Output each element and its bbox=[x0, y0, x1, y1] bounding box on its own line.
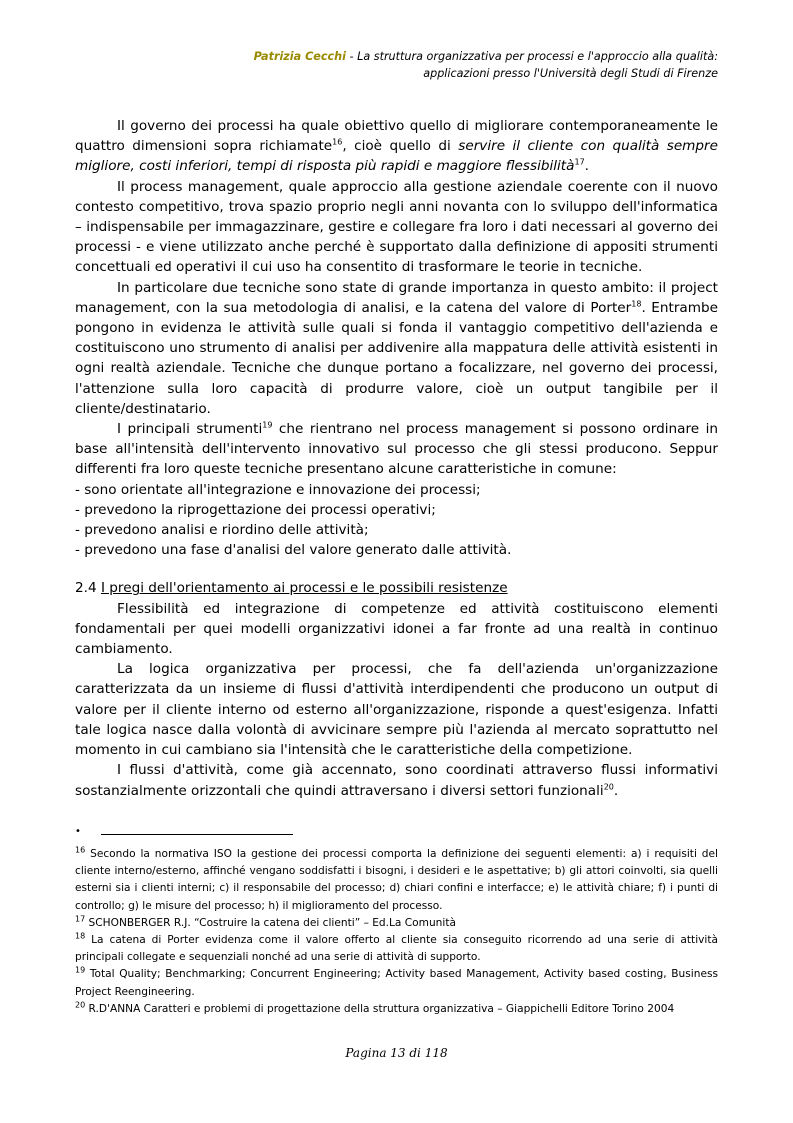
p7-text-a: I flussi d'attività, come già accennato, sono coordinati attraverso flussi informativi sostanzialmente orizzontali che quindi attraversano i diversi settori funzionali bbox=[75, 762, 718, 799]
list-item: - prevedono analisi e riordino delle attività; bbox=[75, 522, 369, 539]
header-line-1 bbox=[78, 48, 718, 65]
paragraph-4 bbox=[75, 419, 718, 480]
bullet-marker: • bbox=[75, 826, 81, 837]
paragraph-1 bbox=[75, 116, 718, 177]
list-item: - prevedono la riprogettazione dei processi operativi; bbox=[75, 501, 436, 518]
p3-text-b: . Entrambe pongono in evidenza le attività sulle quali si fonda il vantaggio competitivo dell'azienda e costituiscono uno strumento di analisi per addivenire alla mappatura delle attività esistenti in ogni realtà aziendale. Tecniche che dunque portano a focalizzare, nel governo dei processi, l'attenzione sulla loro capacità di produrre valore, cioè un output tangibile per il cliente/destinatario. bbox=[75, 299, 718, 417]
paragraph-2: Il process management, quale approccio alla gestione aziendale coerente con il nuovo contesto competitivo, trova spazio proprio negli anni novanta con lo sviluppo dell'informatica – indispensabile per immagazzinare, gestire e collegare fra loro i dati necessari al governo dei processi - e viene utilizzato anche perché è supportato dalla definizione di appositi strumenti concettuali ed operativi il cui uso ha consentito di trasformare le teorie in tecniche. bbox=[75, 178, 718, 276]
paragraph-5: Flessibilità ed integrazione di competenze ed attività costituiscono elementi fondamentali per quei modelli organizzativi idonei a far fronte ad una realtà in continuo cambiamento. bbox=[75, 600, 718, 658]
paragraph-7 bbox=[75, 760, 718, 800]
footnote-number: 20 bbox=[75, 1000, 86, 1010]
list-item: - sono orientate all'integrazione e innovazione dei processi; bbox=[75, 481, 481, 498]
footnote-ref-16: 16 bbox=[332, 137, 343, 147]
footnote-ref-19: 19 bbox=[262, 420, 273, 430]
footnote bbox=[75, 966, 718, 1000]
footnote bbox=[75, 915, 718, 932]
p4-text-a: I principali strumenti bbox=[117, 421, 263, 438]
footnote-number: 19 bbox=[75, 965, 86, 975]
p4-text-b: che rientrano nel process management si possono ordinare in base all'intensità dell'intervento innovativo sul processo che gli stessi producono. Seppur differenti fra loro queste tecniche presentano alcune caratteristiche in comune: bbox=[75, 421, 718, 478]
footnote bbox=[75, 1001, 718, 1018]
header-title-1: - La struttura organizzativa per processi e l'approccio alla qualità: bbox=[345, 50, 718, 63]
header-author: Patrizia Cecchi bbox=[253, 50, 346, 63]
section-number: 2.4 bbox=[75, 580, 101, 597]
footnote-number: 17 bbox=[75, 914, 86, 924]
footnote-text: La catena di Porter evidenza come il valore offerto al cliente sia conseguito ricorrendo ad una serie di attività principali collegate e sequenziali nonché ad una serie di attività di supporto. bbox=[75, 934, 718, 964]
p1-italic: servire il cliente con qualità sempre migliore, costi inferiori, tempi di risposta più rapidi e maggiore flessibilità bbox=[75, 138, 719, 175]
footnote-text: SCHONBERGER R.J. “Costruire la catena dei clienti” – Ed.La Comunità bbox=[85, 916, 456, 929]
footnote-text: Secondo la normativa ISO la gestione dei processi comporta la definizione dei seguenti elementi: a) i requisiti del cliente interno/esterno, affinché vengano soddisfatti i bisogni, i desideri e le aspettative; b) gli attori coinvolti, sia quelli esterni sia i clienti interni; c) il responsabile del processo; d) chiari confini e interfacce; e) le attività chiare; f) i punti di controllo; g) le misure del processo; h) il miglioramento del processo. bbox=[75, 848, 718, 912]
footnote-ref-20: 20 bbox=[603, 781, 614, 791]
paragraph-3 bbox=[75, 278, 718, 419]
footnote-text: R.D'ANNA Caratteri e problemi di progettazione della struttura organizzativa – Giappichelli Editore Torino 2004 bbox=[85, 1002, 675, 1015]
footnote bbox=[75, 932, 718, 966]
footnote-text: Total Quality; Benchmarking; Concurrent Engineering; Activity based Management, Activity based costing, Business Project Reengineering. bbox=[75, 968, 718, 998]
list-item: - prevedono una fase d'analisi del valore generato dalle attività. bbox=[75, 542, 512, 559]
paragraph-6: La logica organizzativa per processi, che fa dell'azienda un'organizzazione caratterizzata da un insieme di flussi d'attività interdipendenti che producono un output di valore per il cliente interno od esterno all'organizzazione, risponde a quest'esigenza. Infatti tale logica nasce dalla volontà di avvicinare sempre più l'azienda al mercato soprattutto nel momento in cui cambiano sia l'intensità che le caratteristiche della competizione. bbox=[75, 661, 718, 759]
header-title-2: applicazioni presso l'Università degli Studi di Firenze bbox=[423, 67, 718, 80]
p1-text-b: , cioè quello di bbox=[342, 138, 459, 155]
running-header bbox=[78, 48, 718, 82]
main-text bbox=[75, 116, 718, 801]
footnote-ref-18: 18 bbox=[631, 299, 642, 309]
p7-text-b: . bbox=[613, 782, 619, 799]
section-title: I pregi dell'orientamento ai processi e le possibili resistenze bbox=[100, 580, 508, 597]
p1-text-c: . bbox=[584, 158, 589, 175]
footnotes bbox=[75, 846, 718, 1018]
p3-text-a: In particolare due tecniche sono state di grande importanza in questo ambito: il project management, con la sua metodologia di analisi, e la catena del valore di Porter bbox=[75, 279, 718, 316]
footnote-separator bbox=[75, 826, 375, 840]
footnote-ref-17: 17 bbox=[574, 157, 585, 167]
footnote-number: 18 bbox=[75, 931, 86, 941]
footnote bbox=[75, 846, 718, 915]
footnote-number: 16 bbox=[75, 845, 86, 855]
p1-text-a: Il governo dei processi ha quale obiettivo quello di migliorare contemporaneamente le quattro dimensioni sopra richiamate bbox=[75, 118, 718, 155]
page-number: Pagina 13 di 118 bbox=[345, 1046, 448, 1060]
footnote-rule bbox=[101, 834, 293, 835]
section-heading bbox=[75, 578, 718, 598]
